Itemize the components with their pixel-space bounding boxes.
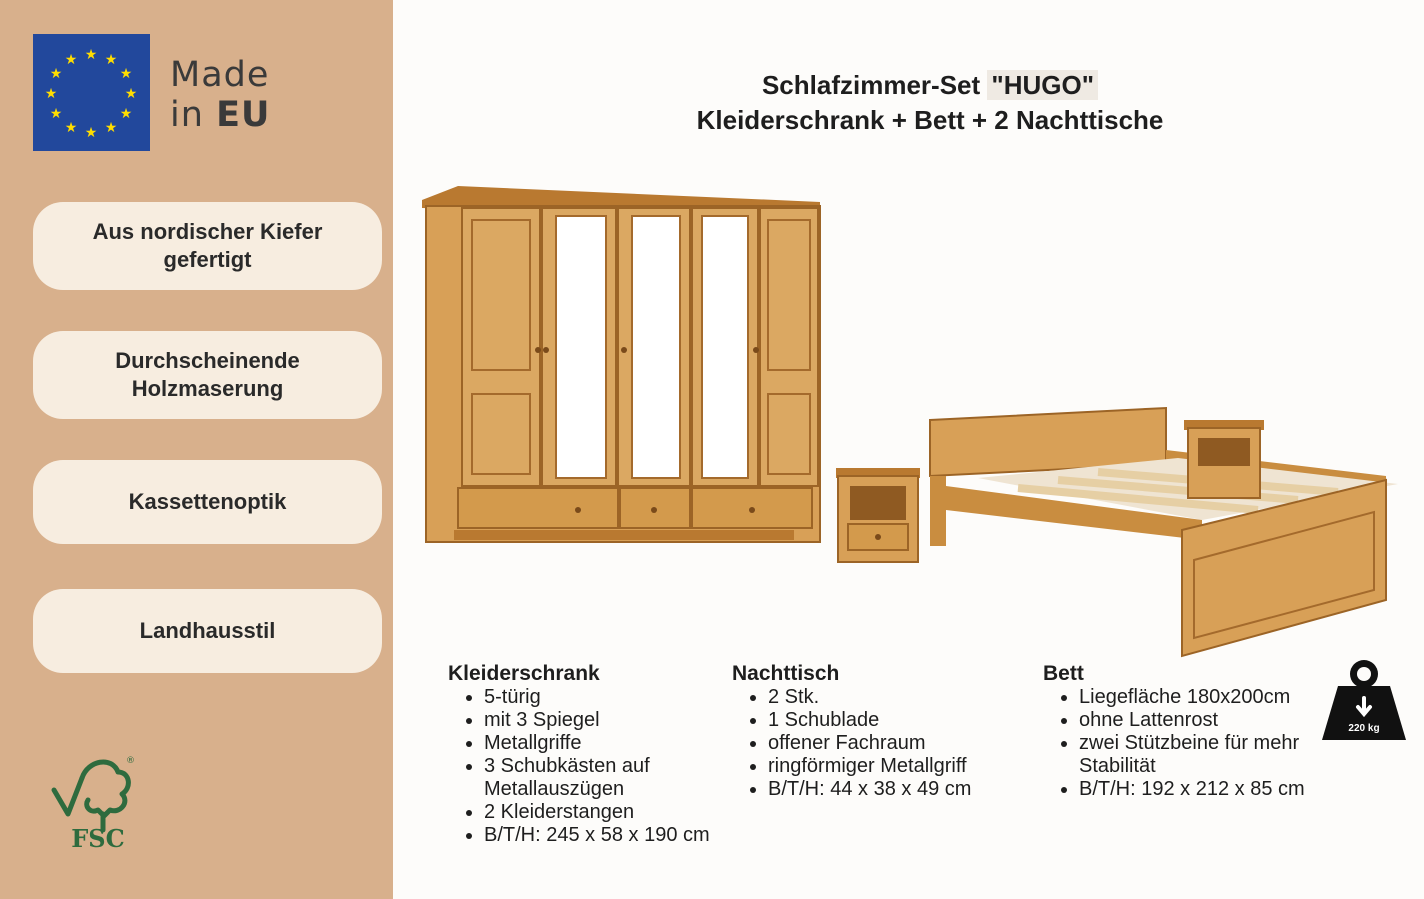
svg-text:★: ★ <box>84 125 98 141</box>
feature-pill-kassettenoptik <box>33 460 382 544</box>
spec-item: • Metallgriffe <box>484 732 738 755</box>
nightstand-right-image <box>1184 420 1264 498</box>
spec-item: • 2 Kleiderstangen <box>484 801 738 824</box>
feature-pill-landhausstil <box>33 589 382 673</box>
nightstand-left-image <box>836 468 920 562</box>
spec-item: • mit 3 Spiegel <box>484 709 738 732</box>
feature-text: Aus nordischer Kiefer <box>92 219 323 244</box>
made-in-eu-label <box>170 55 270 135</box>
weight-icon <box>1322 658 1406 740</box>
spec-kleiderschrank <box>448 662 738 847</box>
svg-text:★: ★ <box>44 86 58 102</box>
svg-text:★: ★ <box>119 106 133 122</box>
spec-item: • ohne Lattenrost <box>1079 709 1333 732</box>
fsc-logo <box>48 752 138 852</box>
feature-text: Landhausstil <box>139 618 276 643</box>
spec-item: • 1 Schublade <box>768 709 1022 732</box>
page-title <box>560 68 1300 138</box>
svg-text:★: ★ <box>64 52 78 68</box>
feature-pill-kiefer <box>33 202 382 290</box>
spec-heading: Kleiderschrank <box>448 662 600 685</box>
spec-item: • 2 Stk. <box>768 686 1022 709</box>
spec-item: • zwei Stützbeine für mehr Stabilität <box>1079 732 1319 778</box>
svg-text:★: ★ <box>49 66 63 82</box>
feature-text: Holzmaserung <box>131 376 284 401</box>
made-text: Made <box>170 55 270 95</box>
spec-item: • B/T/H: 245 x 58 x 190 cm <box>484 824 738 847</box>
feature-pill-holzmaserung <box>33 331 382 419</box>
spec-bett <box>1043 662 1333 801</box>
feature-text: Durchscheinende <box>115 348 300 373</box>
svg-text:★: ★ <box>104 52 118 68</box>
svg-text:★: ★ <box>124 86 138 102</box>
spec-heading: Nachttisch <box>732 662 840 685</box>
spec-nachttisch <box>732 662 1022 801</box>
fsc-text: FSC <box>71 824 125 852</box>
svg-text:★: ★ <box>119 66 133 82</box>
spec-item: • 3 Schubkästen auf Metallauszügen <box>484 755 674 801</box>
title-prefix: Schlafzimmer-Set <box>761 70 988 100</box>
furniture-illustration <box>418 180 1412 660</box>
weight-label: 220 kg <box>1348 723 1380 734</box>
svg-text:★: ★ <box>104 120 118 136</box>
svg-text:★: ★ <box>49 106 63 122</box>
in-text: in <box>170 95 204 135</box>
svg-text:★: ★ <box>84 47 98 63</box>
registered-mark: ® <box>126 756 135 766</box>
eu-text: EU <box>216 95 271 135</box>
title-product-name: "HUGO" <box>987 70 1098 100</box>
feature-text: Kassettenoptik <box>128 489 287 514</box>
wardrobe-image <box>422 186 820 542</box>
spec-item: • B/T/H: 44 x 38 x 49 cm <box>768 778 1022 801</box>
sidebar <box>0 0 393 899</box>
spec-item: • offener Fachraum <box>768 732 1022 755</box>
spec-heading: Bett <box>1043 662 1084 685</box>
svg-text:★: ★ <box>64 120 78 136</box>
eu-flag-icon <box>33 34 150 151</box>
feature-text: gefertigt <box>163 247 252 272</box>
title-subline: Kleiderschrank + Bett + 2 Nachttische <box>696 105 1164 135</box>
spec-item: • Liegefläche 180x200cm <box>1079 686 1333 709</box>
spec-item: • ringförmiger Metallgriff <box>768 755 1022 778</box>
bed-image <box>930 408 1398 656</box>
spec-item: • 5-türig <box>484 686 738 709</box>
spec-item: • B/T/H: 192 x 212 x 85 cm <box>1079 778 1333 801</box>
